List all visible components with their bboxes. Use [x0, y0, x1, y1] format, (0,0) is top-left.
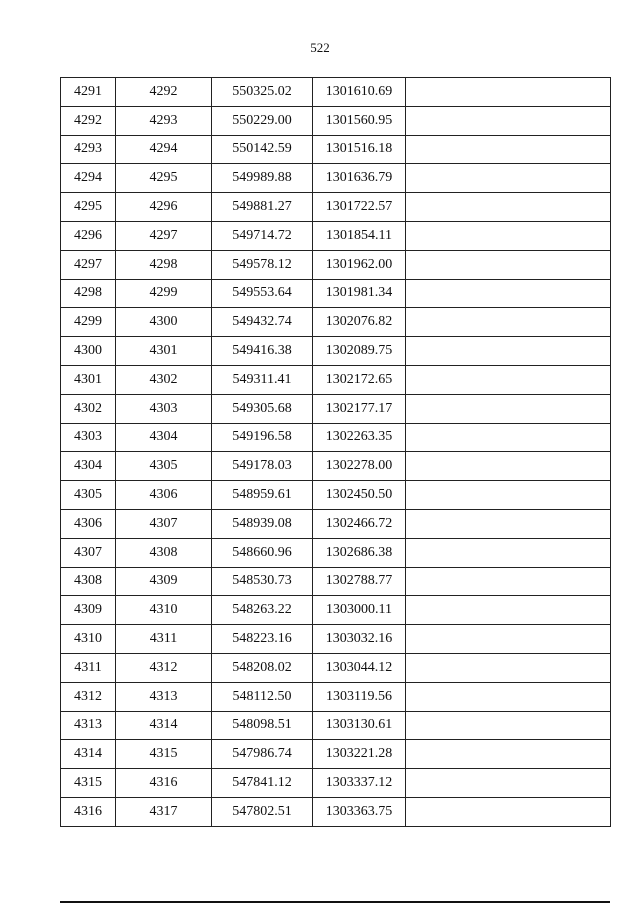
x-coordinate-cell: 548208.02	[212, 653, 313, 682]
to-point-cell: 4303	[116, 394, 212, 423]
to-point-cell: 4295	[116, 164, 212, 193]
coordinate-table	[60, 77, 611, 827]
to-point-cell: 4302	[116, 365, 212, 394]
note-cell	[406, 481, 611, 510]
table-body	[61, 78, 611, 827]
to-point-cell: 4317	[116, 797, 212, 826]
note-cell	[406, 193, 611, 222]
x-coordinate-cell: 549989.88	[212, 164, 313, 193]
y-coordinate-cell: 1302278.00	[313, 452, 406, 481]
to-point-cell: 4305	[116, 452, 212, 481]
to-point-cell: 4298	[116, 250, 212, 279]
note-cell	[406, 250, 611, 279]
y-coordinate-cell: 1303130.61	[313, 711, 406, 740]
to-point-cell: 4307	[116, 509, 212, 538]
note-cell	[406, 452, 611, 481]
to-point-cell: 4306	[116, 481, 212, 510]
to-point-cell: 4296	[116, 193, 212, 222]
y-coordinate-cell: 1301981.34	[313, 279, 406, 308]
x-coordinate-cell: 547986.74	[212, 740, 313, 769]
y-coordinate-cell: 1301516.18	[313, 135, 406, 164]
note-cell	[406, 682, 611, 711]
from-point-cell: 4314	[61, 740, 116, 769]
y-coordinate-cell: 1303119.56	[313, 682, 406, 711]
y-coordinate-cell: 1302089.75	[313, 337, 406, 366]
table-row	[61, 538, 611, 567]
to-point-cell: 4316	[116, 769, 212, 798]
x-coordinate-cell: 547802.51	[212, 797, 313, 826]
x-coordinate-cell: 550325.02	[212, 78, 313, 107]
to-point-cell: 4301	[116, 337, 212, 366]
y-coordinate-cell: 1301854.11	[313, 221, 406, 250]
table-row	[61, 653, 611, 682]
from-point-cell: 4310	[61, 625, 116, 654]
note-cell	[406, 78, 611, 107]
from-point-cell: 4293	[61, 135, 116, 164]
table-row	[61, 797, 611, 826]
note-cell	[406, 509, 611, 538]
x-coordinate-cell: 549432.74	[212, 308, 313, 337]
table-row	[61, 769, 611, 798]
to-point-cell: 4304	[116, 423, 212, 452]
y-coordinate-cell: 1302686.38	[313, 538, 406, 567]
note-cell	[406, 596, 611, 625]
table-row	[61, 221, 611, 250]
table-row	[61, 394, 611, 423]
table-row	[61, 164, 611, 193]
x-coordinate-cell: 548263.22	[212, 596, 313, 625]
from-point-cell: 4300	[61, 337, 116, 366]
x-coordinate-cell: 548112.50	[212, 682, 313, 711]
from-point-cell: 4309	[61, 596, 116, 625]
x-coordinate-cell: 549416.38	[212, 337, 313, 366]
table-row	[61, 135, 611, 164]
to-point-cell: 4314	[116, 711, 212, 740]
from-point-cell: 4312	[61, 682, 116, 711]
table-row	[61, 193, 611, 222]
x-coordinate-cell: 548223.16	[212, 625, 313, 654]
y-coordinate-cell: 1302466.72	[313, 509, 406, 538]
note-cell	[406, 337, 611, 366]
from-point-cell: 4294	[61, 164, 116, 193]
to-point-cell: 4292	[116, 78, 212, 107]
y-coordinate-cell: 1301560.95	[313, 106, 406, 135]
from-point-cell: 4308	[61, 567, 116, 596]
y-coordinate-cell: 1301962.00	[313, 250, 406, 279]
to-point-cell: 4312	[116, 653, 212, 682]
page-number: 522	[310, 40, 330, 55]
y-coordinate-cell: 1301610.69	[313, 78, 406, 107]
table-row	[61, 279, 611, 308]
x-coordinate-cell: 547841.12	[212, 769, 313, 798]
table-row	[61, 567, 611, 596]
from-point-cell: 4302	[61, 394, 116, 423]
table-row	[61, 106, 611, 135]
note-cell	[406, 279, 611, 308]
note-cell	[406, 423, 611, 452]
y-coordinate-cell: 1303363.75	[313, 797, 406, 826]
table-row	[61, 250, 611, 279]
y-coordinate-cell: 1303000.11	[313, 596, 406, 625]
table-row	[61, 308, 611, 337]
x-coordinate-cell: 550142.59	[212, 135, 313, 164]
from-point-cell: 4296	[61, 221, 116, 250]
x-coordinate-cell: 549714.72	[212, 221, 313, 250]
x-coordinate-cell: 549881.27	[212, 193, 313, 222]
from-point-cell: 4292	[61, 106, 116, 135]
to-point-cell: 4299	[116, 279, 212, 308]
table-row	[61, 337, 611, 366]
table-row	[61, 452, 611, 481]
y-coordinate-cell: 1301636.79	[313, 164, 406, 193]
from-point-cell: 4295	[61, 193, 116, 222]
table-row	[61, 365, 611, 394]
from-point-cell: 4299	[61, 308, 116, 337]
from-point-cell: 4315	[61, 769, 116, 798]
note-cell	[406, 711, 611, 740]
to-point-cell: 4300	[116, 308, 212, 337]
from-point-cell: 4301	[61, 365, 116, 394]
x-coordinate-cell: 549178.03	[212, 452, 313, 481]
to-point-cell: 4310	[116, 596, 212, 625]
y-coordinate-cell: 1302263.35	[313, 423, 406, 452]
note-cell	[406, 365, 611, 394]
to-point-cell: 4297	[116, 221, 212, 250]
footer-rule	[60, 901, 610, 903]
note-cell	[406, 308, 611, 337]
x-coordinate-cell: 548530.73	[212, 567, 313, 596]
to-point-cell: 4293	[116, 106, 212, 135]
to-point-cell: 4315	[116, 740, 212, 769]
y-coordinate-cell: 1302076.82	[313, 308, 406, 337]
to-point-cell: 4309	[116, 567, 212, 596]
from-point-cell: 4305	[61, 481, 116, 510]
to-point-cell: 4311	[116, 625, 212, 654]
table-row	[61, 711, 611, 740]
note-cell	[406, 106, 611, 135]
note-cell	[406, 653, 611, 682]
y-coordinate-cell: 1302788.77	[313, 567, 406, 596]
from-point-cell: 4307	[61, 538, 116, 567]
from-point-cell: 4306	[61, 509, 116, 538]
x-coordinate-cell: 549196.58	[212, 423, 313, 452]
y-coordinate-cell: 1301722.57	[313, 193, 406, 222]
to-point-cell: 4294	[116, 135, 212, 164]
note-cell	[406, 164, 611, 193]
to-point-cell: 4313	[116, 682, 212, 711]
note-cell	[406, 797, 611, 826]
x-coordinate-cell: 548660.96	[212, 538, 313, 567]
table-row	[61, 423, 611, 452]
y-coordinate-cell: 1303337.12	[313, 769, 406, 798]
from-point-cell: 4311	[61, 653, 116, 682]
table-row	[61, 481, 611, 510]
y-coordinate-cell: 1303221.28	[313, 740, 406, 769]
note-cell	[406, 221, 611, 250]
table-row	[61, 509, 611, 538]
from-point-cell: 4291	[61, 78, 116, 107]
from-point-cell: 4298	[61, 279, 116, 308]
table-row	[61, 740, 611, 769]
x-coordinate-cell: 549305.68	[212, 394, 313, 423]
from-point-cell: 4313	[61, 711, 116, 740]
x-coordinate-cell: 548959.61	[212, 481, 313, 510]
note-cell	[406, 567, 611, 596]
x-coordinate-cell: 548939.08	[212, 509, 313, 538]
y-coordinate-cell: 1302172.65	[313, 365, 406, 394]
from-point-cell: 4303	[61, 423, 116, 452]
note-cell	[406, 740, 611, 769]
note-cell	[406, 769, 611, 798]
note-cell	[406, 625, 611, 654]
table-row	[61, 78, 611, 107]
x-coordinate-cell: 549578.12	[212, 250, 313, 279]
table-row	[61, 596, 611, 625]
table-row	[61, 682, 611, 711]
x-coordinate-cell: 548098.51	[212, 711, 313, 740]
y-coordinate-cell: 1303032.16	[313, 625, 406, 654]
table-row	[61, 625, 611, 654]
to-point-cell: 4308	[116, 538, 212, 567]
x-coordinate-cell: 550229.00	[212, 106, 313, 135]
note-cell	[406, 538, 611, 567]
from-point-cell: 4316	[61, 797, 116, 826]
note-cell	[406, 394, 611, 423]
y-coordinate-cell: 1302177.17	[313, 394, 406, 423]
y-coordinate-cell: 1302450.50	[313, 481, 406, 510]
y-coordinate-cell: 1303044.12	[313, 653, 406, 682]
x-coordinate-cell: 549311.41	[212, 365, 313, 394]
from-point-cell: 4304	[61, 452, 116, 481]
note-cell	[406, 135, 611, 164]
from-point-cell: 4297	[61, 250, 116, 279]
x-coordinate-cell: 549553.64	[212, 279, 313, 308]
